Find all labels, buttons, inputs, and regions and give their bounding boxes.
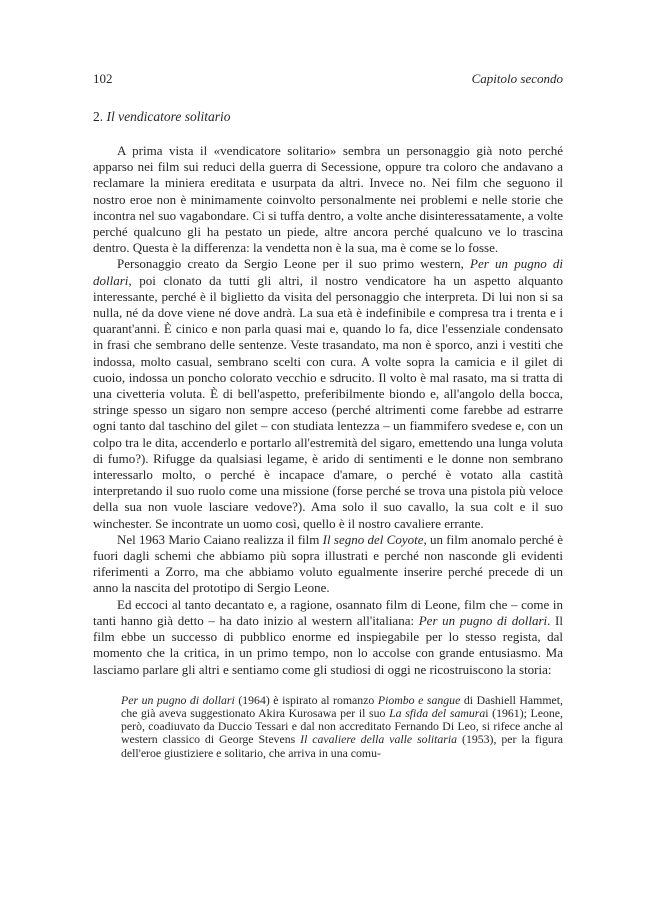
text-segment: Per un pugno di dollari [418, 612, 548, 628]
text-segment: (1964) è ispirato al romanzo [234, 692, 378, 707]
paragraph [93, 143, 563, 256]
section-title: Il vendicatore solitario [106, 109, 231, 124]
text-segment: A prima vista il «vendicatore solitario» sembra un personaggio già noto perché apparso nei film sui reduci della guerra di Secessione, oppure tra coloro che andavano a reclamare la miniera ereditata e usurpata da altri. Invece no. Nei film che seguono il nostro eroe non è minimamente coinvolto personalmente nei problemi e nelle storie che incontra nel suo vagabondare. Ci si tuffa dentro, a volte anche disinteressatamente, a volte perché qualcuno gli ha pestato un piede, altre ancora perché qualcuno ve lo trascina dentro. Questa è la differenza: la vendetta non è la sua, ma è come se lo fosse. [93, 143, 563, 256]
text-segment: Ed eccoci al tanto decantato e, a ragione, osannato film di Leone, film che – come in tanti hanno già detto – ha dato inizio al western all'italiana: [93, 596, 563, 628]
paragraph [93, 597, 563, 678]
text-segment: Per un pugno di dollari [93, 256, 563, 288]
text-block [93, 143, 563, 760]
text-segment: , poi clonato da tutti gli altri, il nostro vendicatore ha un aspetto alquanto interessante, perché è il biglietto da visita del personaggio che interpreta. Di lui non si sa nulla, né da dove viene né dove andrà. La sua età è indefinibile e compresa tra i trenta e i quarant'anni. È cinico e non parla quasi mai e, quando lo fa, dice l'essenziale condensato in frasi che sembrano delle sentenze. Veste trasandato, ma non è sporco, anzi i vestiti che indossa, molto casual, sembrano scelti con cura. A volte sopra la camicia e il gilet di cuoio, indossa un poncho colorato vecchio e sdrucito. Il volto è mal rasato, ma si tratta di una civetteria voluta. È di bell'aspetto, preferibilmente biondo e, all'angolo della bocca, stringe spesso un sigaro non sempre acceso (perché altrimenti come farebbe ad estrarre ogni tanto dal taschino del gilet – con studiata lentezza – un fiammifero svedese e, con un colpo tra le dita, accenderlo e portarlo all'estremità del sigaro, emettendo una lunga voluta di fumo?). Rifugge da qualsiasi legame, è arido di sentimenti e le donne non sembrano interessarlo molto, o perché è incapace d'amare, o perché è votato alla castità interpretando il suo ruolo come una missione (forse perché se trova una pistola più veloce della sua non vuole lasciare vedove?). Ama solo il suo cavallo, la sua colt e il suo winchester. Se incontrate un uomo così, quello è il nostro cavaliere errante. [93, 272, 563, 531]
section-number: 2. [93, 109, 104, 124]
text-segment: La sfida del samura [389, 705, 486, 720]
page-number: 102 [93, 71, 113, 86]
text-segment: (1953), per la figura dell'eroe giustiziere e solitario, che arriva in una comu- [121, 732, 563, 760]
text-segment: . Il film ebbe un successo di pubblico enorme ed inspiegabile per lo stesso regista, dal momento che la critica, in un primo tempo, non lo accolse con grande entusiasmo. Ma lasciamo parlare gli altri e sentiamo come gli studiosi di oggi ne ricostruiscono la storia: [93, 612, 563, 677]
chapter-title: Capitolo secondo [471, 71, 563, 86]
text-segment: di Dashiell Hammet, che già aveva suggestionato Akira Kurosawa per il suo [121, 692, 563, 720]
running-header [93, 72, 563, 86]
text-segment: Personaggio creato da Sergio Leone per il suo primo western, [117, 256, 471, 272]
text-segment: Il cavaliere della valle solitaria [300, 732, 458, 747]
text-segment: Nel 1963 Mario Caiano realizza il film [117, 531, 323, 547]
text-segment: Piombo e sangue [377, 692, 461, 707]
section-heading [93, 109, 563, 124]
text-segment: i (1961); Leone, però, coadiuvato da Duccio Tessari e dal non accreditato Fernando Di Leo, si rifece anche al western classico di George Stevens [121, 705, 563, 747]
paragraph [93, 256, 563, 531]
text-segment: Per un pugno di dollari [121, 692, 235, 707]
text-segment: Il segno del Coyote [322, 531, 424, 547]
block-quote [121, 694, 563, 760]
paragraph [93, 532, 563, 597]
text-segment: , un film anomalo perché è fuori dagli schemi che abbiamo più sopra illustrati e perché non nasconde gli evidenti riferimenti a Zorro, ma che abbiamo voluto egualmente inserire perché precede di un anno la nascita del prototipo di Sergio Leone. [93, 531, 563, 596]
